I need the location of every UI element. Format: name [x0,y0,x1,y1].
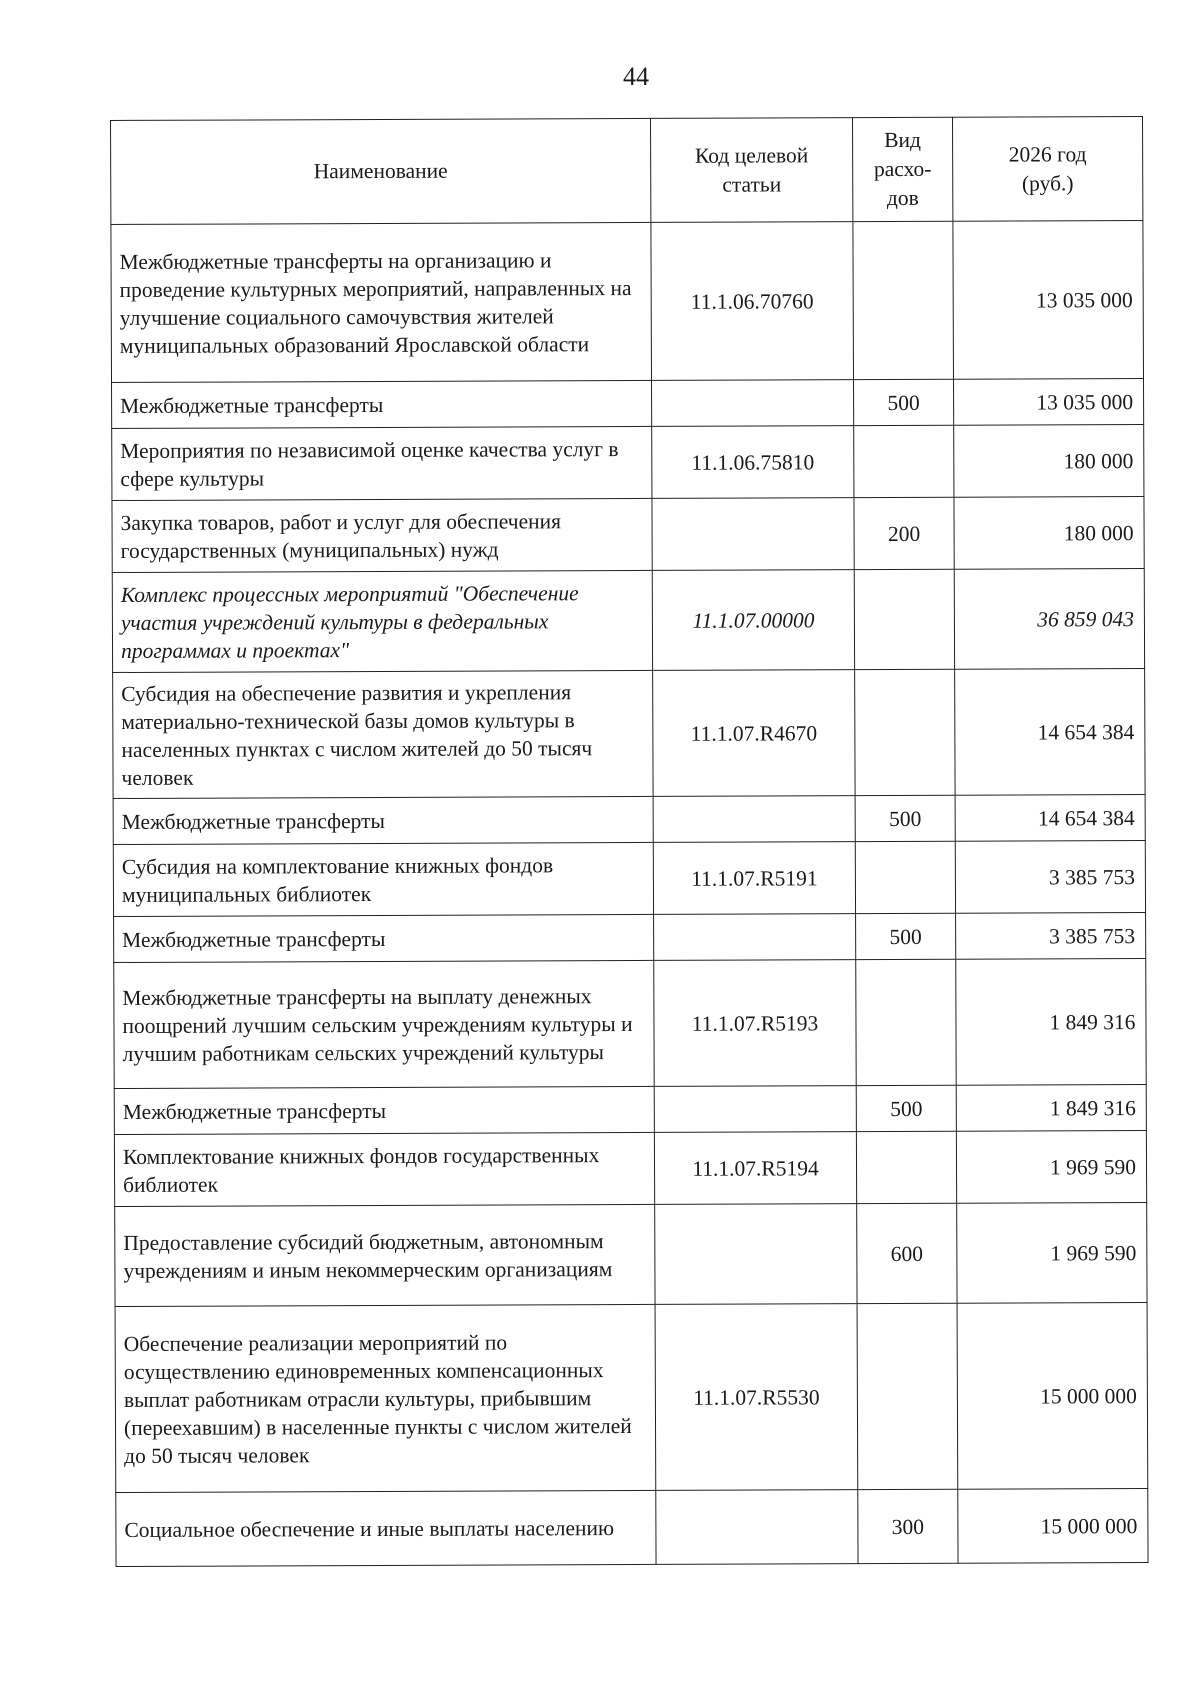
row-name: Комплекс процессных мероприятий "Обеспечение участия учреждений культуры в федеральных программах и проектах" [112,570,652,672]
row-amount: 36 859 043 [954,569,1144,670]
row-code [656,1490,858,1565]
table-row [115,1303,1148,1493]
row-name: Комплектование книжных фондов государственных библиотек [114,1132,654,1206]
row-kind: 500 [856,1085,956,1131]
row-kind: 500 [855,795,955,841]
table-header-row [111,117,1143,225]
row-name: Межбюджетные трансферты [114,1086,654,1134]
row-amount: 14 654 384 [955,669,1145,796]
row-kind: 600 [857,1203,957,1303]
row-kind [856,1131,956,1203]
row-amount: 1 969 590 [957,1203,1147,1304]
row-code [655,1204,857,1305]
row-amount: 1 849 316 [956,959,1146,1086]
row-code: 11.1.07.R4670 [653,670,855,797]
row-code [653,796,855,843]
row-kind [855,841,955,913]
table-row [113,669,1145,799]
header-name: Наименование [111,118,651,224]
row-amount: 3 385 753 [955,841,1145,914]
table-row [112,497,1144,573]
row-code: 11.1.07.R5194 [654,1132,856,1205]
row-amount: 180 000 [954,425,1144,498]
header-amount [952,117,1142,222]
row-name: Субсидия на комплектование книжных фондов муниципальных библиотек [113,842,653,916]
header-code-text: Код целевой статьи [694,142,809,197]
row-name: Мероприятия по независимой оценке качества услуг в сфере культуры [112,426,652,500]
row-kind [854,425,954,497]
page-number: 44 [623,62,649,91]
row-kind [854,569,954,669]
row-name: Обеспечение реализации мероприятий по осуществлению единовременных компенсационных выплат работникам отрасли культуры, прибывшим (переехавшим) в населенные пункты с числом жителей до 50 тысяч человек [115,1304,656,1492]
row-amount: 15 000 000 [958,1489,1148,1564]
row-code: 11.1.06.70760 [651,222,854,381]
row-kind: 500 [854,379,954,425]
row-name: Социальное обеспечение и иные выплаты населению [116,1490,656,1566]
row-code [654,1086,856,1133]
row-name: Закупка товаров, работ и услуг для обеспечения государственных (муниципальных) нужд [112,498,652,572]
table-row [113,841,1145,917]
table-row [114,959,1146,1089]
row-amount: 13 035 000 [954,379,1144,426]
row-kind [857,1303,958,1489]
row-code [654,914,856,961]
row-amount: 14 654 384 [955,795,1145,842]
row-kind [853,221,954,379]
row-amount: 13 035 000 [953,221,1144,380]
table-row [115,1203,1147,1307]
row-amount: 180 000 [954,497,1144,570]
row-amount: 1 849 316 [956,1085,1146,1132]
table-row [112,379,1144,429]
header-amount-text: 2026 год (руб.) [1008,141,1087,195]
table-row [114,1131,1146,1207]
table-row [113,795,1145,845]
table-row [116,1489,1148,1567]
header-kind [852,117,952,221]
row-name: Межбюджетные трансферты [112,380,652,428]
row-name: Межбюджетные трансферты на организацию и проведение культурных мероприятий, направленных на улучшение социального самочувствия жителей муниципальных образований Ярославской области [111,222,652,382]
row-code: 11.1.06.75810 [652,426,854,499]
budget-table [110,116,1149,1567]
table-row [114,1085,1146,1135]
row-amount: 3 385 753 [956,913,1146,960]
row-kind [856,959,956,1085]
row-code: 11.1.07.00000 [652,570,854,671]
table-row-section [112,569,1144,673]
table-row [111,221,1144,383]
table-row [114,913,1146,963]
row-amount: 15 000 000 [957,1303,1148,1490]
row-code: 11.1.07.R5193 [654,960,856,1087]
row-code: 11.1.07.R5191 [653,842,855,915]
row-name: Межбюджетные трансферты [113,796,653,844]
row-kind: 300 [858,1489,958,1563]
header-kind-text: Вид расхо-дов [873,127,932,211]
row-code [652,498,854,571]
row-code: 11.1.07.R5530 [655,1304,858,1491]
row-code [652,380,854,427]
row-name: Межбюджетные трансферты на выплату денежных поощрений лучшим сельским учреждениям культуры и лучшим работникам сельских учреждений культуры [114,960,654,1088]
row-kind: 200 [854,497,954,569]
table-row [112,425,1144,501]
header-code [650,118,852,223]
row-kind [855,669,955,795]
row-amount: 1 969 590 [956,1131,1146,1204]
row-name: Предоставление субсидий бюджетным, автономным учреждениям и иным некоммерческим организациям [115,1204,655,1306]
row-kind: 500 [856,913,956,959]
row-name: Субсидия на обеспечение развития и укрепления материально-технической базы домов культуры в населенных пунктах с числом жителей до 50 тысяч человек [113,670,653,798]
row-name: Межбюджетные трансферты [114,914,654,962]
